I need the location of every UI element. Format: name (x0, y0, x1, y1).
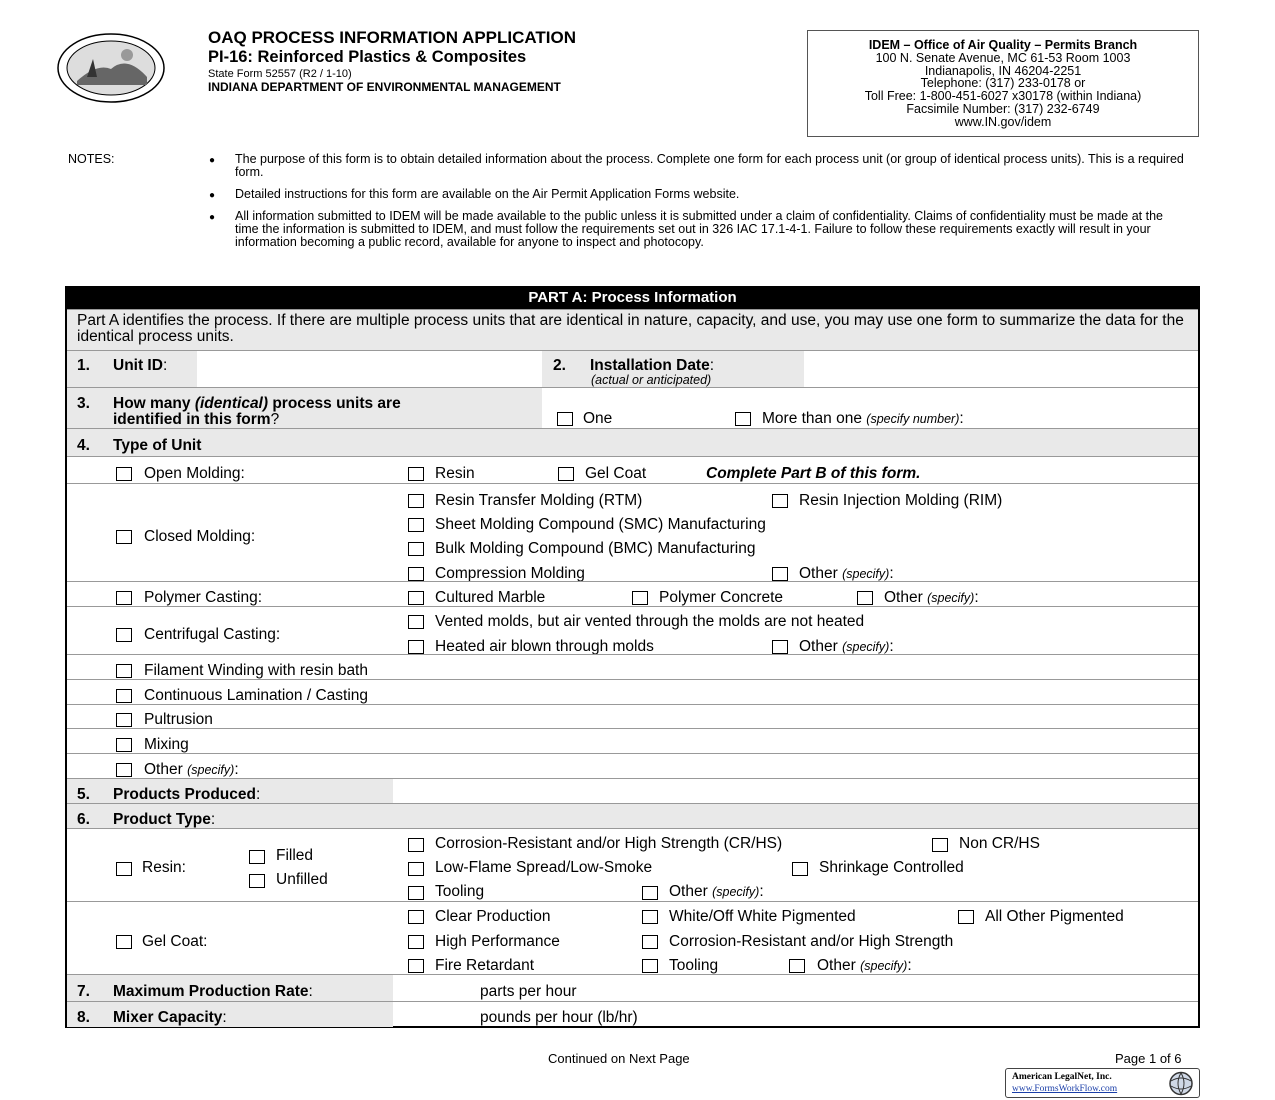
form-header (208, 29, 576, 93)
mixer-capacity-unit: pounds per hour (lb/hr) (480, 1009, 638, 1026)
part-a-header: PART A: Process Information (65, 286, 1200, 309)
polymer-casting-row: Polymer Casting: Cultured Marble Polymer Concrete Other (specify): (67, 581, 1198, 606)
fire-retardant-checkbox[interactable] (408, 959, 424, 973)
mixing-label: Mixing (144, 736, 189, 753)
gel-tooling-label: Tooling (669, 957, 719, 974)
open-molding-label: Open Molding: (144, 465, 245, 482)
open-molding-row (67, 456, 1198, 483)
complete-part-b-note: Complete Part B of this form. (706, 465, 921, 482)
open-resin-checkbox[interactable] (408, 467, 424, 481)
open-gelcoat-label: Gel Coat (585, 465, 647, 482)
address-line-web[interactable]: www.IN.gov/idem (954, 114, 1052, 129)
open-resin-label: Resin (435, 465, 475, 482)
all-other-pigmented-label: All Other Pigmented (985, 908, 1124, 925)
address-line-street: 100 N. Senate Avenue, MC 61-53 Room 1003 (875, 50, 1131, 65)
resin-type-label: Resin: (142, 859, 186, 876)
vented-molds-checkbox[interactable] (408, 615, 424, 629)
crhs-checkbox[interactable] (408, 838, 424, 852)
polymer-concrete-checkbox[interactable] (632, 591, 648, 605)
filled-label: Filled (276, 847, 314, 864)
q7-number: 7. (77, 983, 90, 1000)
polymer-other-label: Other (884, 589, 923, 606)
polymer-concrete-label: Polymer Concrete (659, 589, 784, 606)
white-pigmented-checkbox[interactable] (642, 910, 658, 924)
fire-retardant-label: Fire Retardant (435, 957, 535, 974)
shrinkage-label: Shrinkage Controlled (819, 859, 964, 876)
heated-air-label: Heated air blown through molds (435, 638, 654, 655)
resin-other-checkbox[interactable] (642, 886, 658, 900)
max-production-rate-row: 7. Maximum Production Rate: parts per hour (67, 974, 1198, 1001)
american-legalnet-badge[interactable] (1005, 1068, 1200, 1098)
closed-molding-row: Closed Molding: Resin Transfer Molding (RTM) Resin Injection Molding (RIM) Sheet Molding Compound (SMC) Manufacturing Bulk Molding Compound (BMC) Manufacturing Compression Molding Other (specify): (67, 483, 1198, 581)
open-gelcoat-checkbox[interactable] (558, 467, 574, 481)
unfilled-checkbox[interactable] (249, 874, 265, 888)
max-production-rate-unit: parts per hour (480, 983, 577, 1000)
one-unit-checkbox[interactable] (557, 412, 573, 426)
type-of-unit-row (67, 428, 1198, 456)
centrifugal-other-label: Other (799, 638, 838, 655)
continuous-checkbox[interactable] (116, 689, 132, 703)
non-crhs-checkbox[interactable] (932, 838, 948, 852)
aln-name: American LegalNet, Inc. (1012, 1072, 1112, 1082)
identical-units-row: 3. How many (identical) process units are identified in this form? One More than one (specify number): (67, 387, 1198, 428)
unit-id-row: 1. Unit ID: 2. Installation Date: (actual or anticipated) (67, 350, 1198, 387)
high-performance-checkbox[interactable] (408, 935, 424, 949)
polymer-casting-checkbox[interactable] (116, 591, 132, 605)
address-box (807, 30, 1199, 137)
installation-date-note: (actual or anticipated) (591, 373, 712, 387)
note-3: All information submitted to IDEM will be made available to the public unless it is submitted under a claim of confidentiality. Claims of confidentiality must be made at the time the information is submitted to IDEM, and must follow the requirements set out in 326 IAC 17.1-4-1. Failure to follow these requirements exactly will result in your information becoming a public record, available for anyone to inspect and photocopy. (235, 209, 1163, 249)
heated-air-checkbox[interactable] (408, 640, 424, 654)
filament-checkbox[interactable] (116, 664, 132, 678)
q5-number: 5. (77, 786, 90, 803)
form-number: State Form 52557 (R2 / 1-10) (208, 67, 352, 80)
continuous-label: Continuous Lamination / Casting (144, 687, 369, 704)
address-line-fax: Facsimile Number: (317) 232-6749 (906, 101, 1100, 116)
more-than-one-label: More than one (762, 410, 862, 427)
note-2: Detailed instructions for this form are available on the Air Permit Application Forms website. (235, 187, 740, 201)
polymer-other-checkbox[interactable] (857, 591, 873, 605)
notes-label: NOTES: (68, 152, 115, 166)
mixing-row (67, 728, 1198, 753)
gelcoat-product-row: Gel Coat: Clear Production White/Off White Pigmented All Other Pigmented High Performance Corrosion-Resistant and/or High Strength Fire Retardant Tooling Other (specify): (67, 901, 1198, 974)
installation-date-input[interactable] (805, 352, 1195, 386)
address-line-tollfree: Toll Free: 1-800-451-6027 x30178 (within Indiana) (864, 89, 1142, 104)
specify-note: (specify) (842, 567, 890, 581)
mixer-capacity-row: 8. Mixer Capacity: pounds per hour (lb/hr) (67, 1001, 1198, 1026)
smc-checkbox[interactable] (408, 518, 424, 532)
open-molding-checkbox[interactable] (116, 467, 132, 481)
cultured-marble-label: Cultured Marble (435, 589, 546, 606)
gelcoat-checkbox[interactable] (116, 935, 132, 949)
closed-molding-checkbox[interactable] (116, 530, 132, 544)
continuous-row (67, 679, 1198, 704)
pultrusion-row (67, 704, 1198, 728)
rim-label: Resin Injection Molding (RIM) (799, 492, 1003, 509)
shrinkage-checkbox[interactable] (792, 862, 808, 876)
low-flame-label: Low-Flame Spread/Low-Smoke (435, 859, 653, 876)
cultured-marble-checkbox[interactable] (408, 591, 424, 605)
specify-note: (specify) (712, 885, 760, 899)
mixer-capacity-input[interactable] (394, 1002, 474, 1027)
resin-tooling-checkbox[interactable] (408, 886, 424, 900)
bmc-checkbox[interactable] (408, 542, 424, 556)
q2-number: 2. (553, 357, 566, 374)
all-other-pigmented-checkbox[interactable] (958, 910, 974, 924)
specify-number-note: (specify number) (866, 412, 960, 426)
pultrusion-label: Pultrusion (144, 711, 213, 728)
white-pigmented-label: White/Off White Pigmented (669, 908, 856, 925)
address-line-city: Indianapolis, IN 46204-2251 (924, 63, 1082, 78)
resin-other-label: Other (669, 883, 708, 900)
product-type-label: Product Type (113, 811, 211, 828)
more-than-one-checkbox[interactable] (735, 412, 751, 426)
type-other-row: Other (specify): (67, 753, 1198, 778)
products-produced-label: Products Produced (113, 786, 256, 803)
products-produced-input[interactable] (394, 779, 1194, 803)
specify-note: (specify) (860, 959, 908, 973)
q3-text-identical: (identical) (194, 395, 269, 412)
gel-other-checkbox[interactable] (789, 959, 805, 973)
form-title: OAQ PROCESS INFORMATION APPLICATION (208, 28, 577, 47)
max-production-rate-label: Maximum Production Rate (113, 983, 309, 1000)
mixing-checkbox[interactable] (116, 738, 132, 752)
type-other-label: Other (144, 761, 183, 778)
rtm-checkbox[interactable] (408, 494, 424, 508)
continued-note: Continued on Next Page (548, 1051, 690, 1066)
centrifugal-casting-checkbox[interactable] (116, 628, 132, 642)
bullet-icon: ● (209, 212, 216, 223)
q8-number: 8. (77, 1009, 90, 1026)
mixer-capacity-label: Mixer Capacity (113, 1009, 223, 1026)
unit-id-input[interactable] (198, 352, 541, 386)
filled-checkbox[interactable] (249, 850, 265, 864)
compression-checkbox[interactable] (408, 567, 424, 581)
centrifugal-casting-row: Centrifugal Casting: Vented molds, but air vented through the molds are not heated Heated air blown through molds Other (specify): (67, 606, 1198, 654)
gel-corrosion-label: Corrosion-Resistant and/or High Strength (669, 933, 954, 950)
closed-molding-label: Closed Molding: (144, 528, 256, 545)
q1-number: 1. (77, 357, 90, 374)
polymer-casting-label: Polymer Casting: (144, 589, 263, 606)
part-a-intro: Part A identifies the process. If there are multiple process units that are identical in nature, capacity, and use, you may use one form to summarize the data for the identical process units. (77, 312, 1184, 345)
q3-text-a: How many (113, 395, 195, 412)
form-subtitle: PI-16: Reinforced Plastics & Composites (208, 48, 527, 66)
q3-number: 3. (77, 395, 90, 412)
unit-id-label: Unit ID (113, 357, 163, 374)
rtm-label: Resin Transfer Molding (RTM) (435, 492, 643, 509)
rim-checkbox[interactable] (772, 494, 788, 508)
q6-number: 6. (77, 811, 90, 828)
centrifugal-other-checkbox[interactable] (772, 640, 788, 654)
smc-label: Sheet Molding Compound (SMC) Manufacturing (435, 516, 766, 533)
vented-molds-label: Vented molds, but air vented through the molds are not heated (435, 613, 865, 630)
compression-label: Compression Molding (435, 565, 585, 582)
address-line-phone: Telephone: (317) 233-0178 or (920, 76, 1086, 91)
unfilled-label: Unfilled (276, 871, 328, 888)
installation-date-label: Installation Date (590, 357, 710, 374)
one-unit-label: One (583, 410, 613, 427)
crhs-label: Corrosion-Resistant and/or High Strength (CR/HS) (435, 835, 783, 852)
q4-number: 4. (77, 437, 90, 454)
department-name: INDIANA DEPARTMENT OF ENVIRONMENTAL MANAGEMENT (208, 79, 561, 94)
aln-url[interactable]: www.FormsWorkFlow.com (1012, 1084, 1118, 1094)
specify-note: (specify) (187, 763, 235, 777)
clear-production-checkbox[interactable] (408, 910, 424, 924)
gel-other-label: Other (817, 957, 856, 974)
products-produced-row: 5. Products Produced: (67, 778, 1198, 803)
note-1: The purpose of this form is to obtain detailed information about the process. Complete one form for each process unit (or group of identical process units). This is a required form. (235, 152, 1184, 179)
address-line-office: IDEM – Office of Air Quality – Permits Branch (868, 38, 1138, 52)
resin-tooling-label: Tooling (435, 883, 485, 900)
part-a-intro-row (67, 309, 1198, 350)
closed-other-checkbox[interactable] (772, 567, 788, 581)
low-flame-checkbox[interactable] (408, 862, 424, 876)
clear-production-label: Clear Production (435, 908, 551, 925)
filament-row (67, 654, 1198, 679)
q3-text-line2: identified in this form (113, 411, 271, 428)
page-number: Page 1 of 6 (1115, 1051, 1182, 1066)
bullet-icon: ● (209, 155, 216, 166)
type-of-unit-label: Type of Unit (113, 437, 202, 454)
max-production-rate-input[interactable] (394, 975, 474, 1001)
globe-icon (1167, 1071, 1195, 1096)
gel-tooling-checkbox[interactable] (642, 959, 658, 973)
resin-checkbox[interactable] (116, 862, 132, 876)
high-performance-label: High Performance (435, 933, 560, 950)
specify-note: (specify) (842, 640, 890, 654)
product-type-row: 6. Product Type: (67, 803, 1198, 828)
gel-corrosion-checkbox[interactable] (642, 935, 658, 949)
bullet-icon: ● (209, 190, 216, 201)
resin-product-row: Resin: Filled Unfilled Corrosion-Resistant and/or High Strength (CR/HS) Non CR/HS Low-Flame Spread/Low-Smoke Shrinkage Controlled Tooling Other (specify): (67, 828, 1198, 901)
specify-note: (specify) (927, 591, 975, 605)
type-other-checkbox[interactable] (116, 763, 132, 777)
centrifugal-casting-label: Centrifugal Casting: (144, 626, 281, 643)
filament-label: Filament Winding with resin bath (144, 662, 368, 679)
gelcoat-type-label: Gel Coat: (142, 933, 208, 950)
pultrusion-checkbox[interactable] (116, 713, 132, 727)
closed-other-label: Other (799, 565, 838, 582)
bmc-label: Bulk Molding Compound (BMC) Manufacturing (435, 540, 756, 557)
state-seal-icon (57, 33, 165, 103)
q3-text-c: process units are (268, 395, 401, 412)
non-crhs-label: Non CR/HS (959, 835, 1040, 852)
